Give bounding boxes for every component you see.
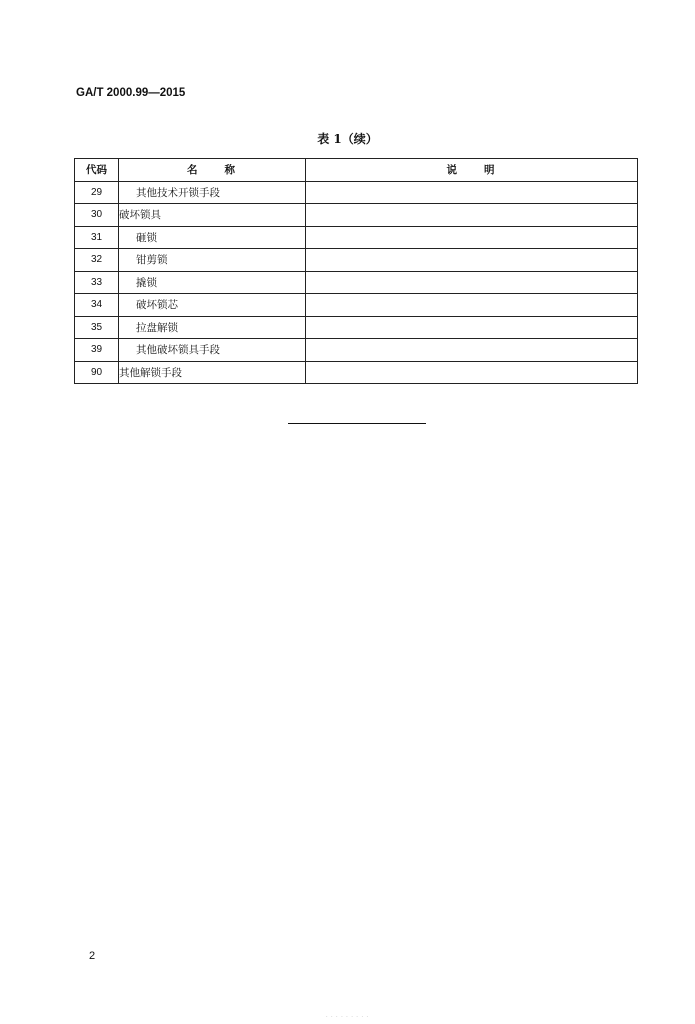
page-number: 2	[89, 950, 96, 962]
row-description	[306, 249, 638, 272]
row-code: 31	[75, 226, 119, 249]
row-name: 砸锁	[119, 226, 306, 249]
column-header-code: 代码	[75, 159, 119, 182]
row-code: 29	[75, 181, 119, 204]
row-description	[306, 361, 638, 384]
row-description	[306, 294, 638, 317]
table-row	[75, 316, 638, 339]
table-header-row	[75, 159, 638, 182]
end-of-document-rule	[288, 423, 426, 424]
row-name: 破坏锁芯	[119, 294, 306, 317]
table-row	[75, 181, 638, 204]
row-code: 30	[75, 204, 119, 227]
table-row	[75, 294, 638, 317]
table-row	[75, 361, 638, 384]
row-name: 钳剪锁	[119, 249, 306, 272]
scan-watermark: · · · · · · · · ·	[325, 1014, 370, 1020]
row-name: 其他解锁手段	[119, 361, 306, 384]
standard-code: GA/T 2000.99—2015	[76, 87, 186, 99]
row-description	[306, 339, 638, 362]
row-code: 34	[75, 294, 119, 317]
table-row	[75, 204, 638, 227]
table-row	[75, 226, 638, 249]
row-code: 90	[75, 361, 119, 384]
table-row	[75, 339, 638, 362]
code-table	[74, 158, 638, 384]
row-description	[306, 271, 638, 294]
row-code: 35	[75, 316, 119, 339]
row-code: 33	[75, 271, 119, 294]
row-name: 其他技术开锁手段	[119, 181, 306, 204]
table-row	[75, 271, 638, 294]
row-code: 39	[75, 339, 119, 362]
row-description	[306, 204, 638, 227]
table-caption: 表 1（续）	[317, 132, 378, 146]
column-header-description: 说 明	[306, 159, 638, 182]
row-description	[306, 181, 638, 204]
row-name: 撬锁	[119, 271, 306, 294]
row-description	[306, 316, 638, 339]
row-name: 拉盘解锁	[119, 316, 306, 339]
table-row	[75, 249, 638, 272]
row-name: 破坏锁具	[119, 204, 306, 227]
row-description	[306, 226, 638, 249]
row-code: 32	[75, 249, 119, 272]
row-name: 其他破坏锁具手段	[119, 339, 306, 362]
column-header-name: 名 称	[119, 159, 306, 182]
